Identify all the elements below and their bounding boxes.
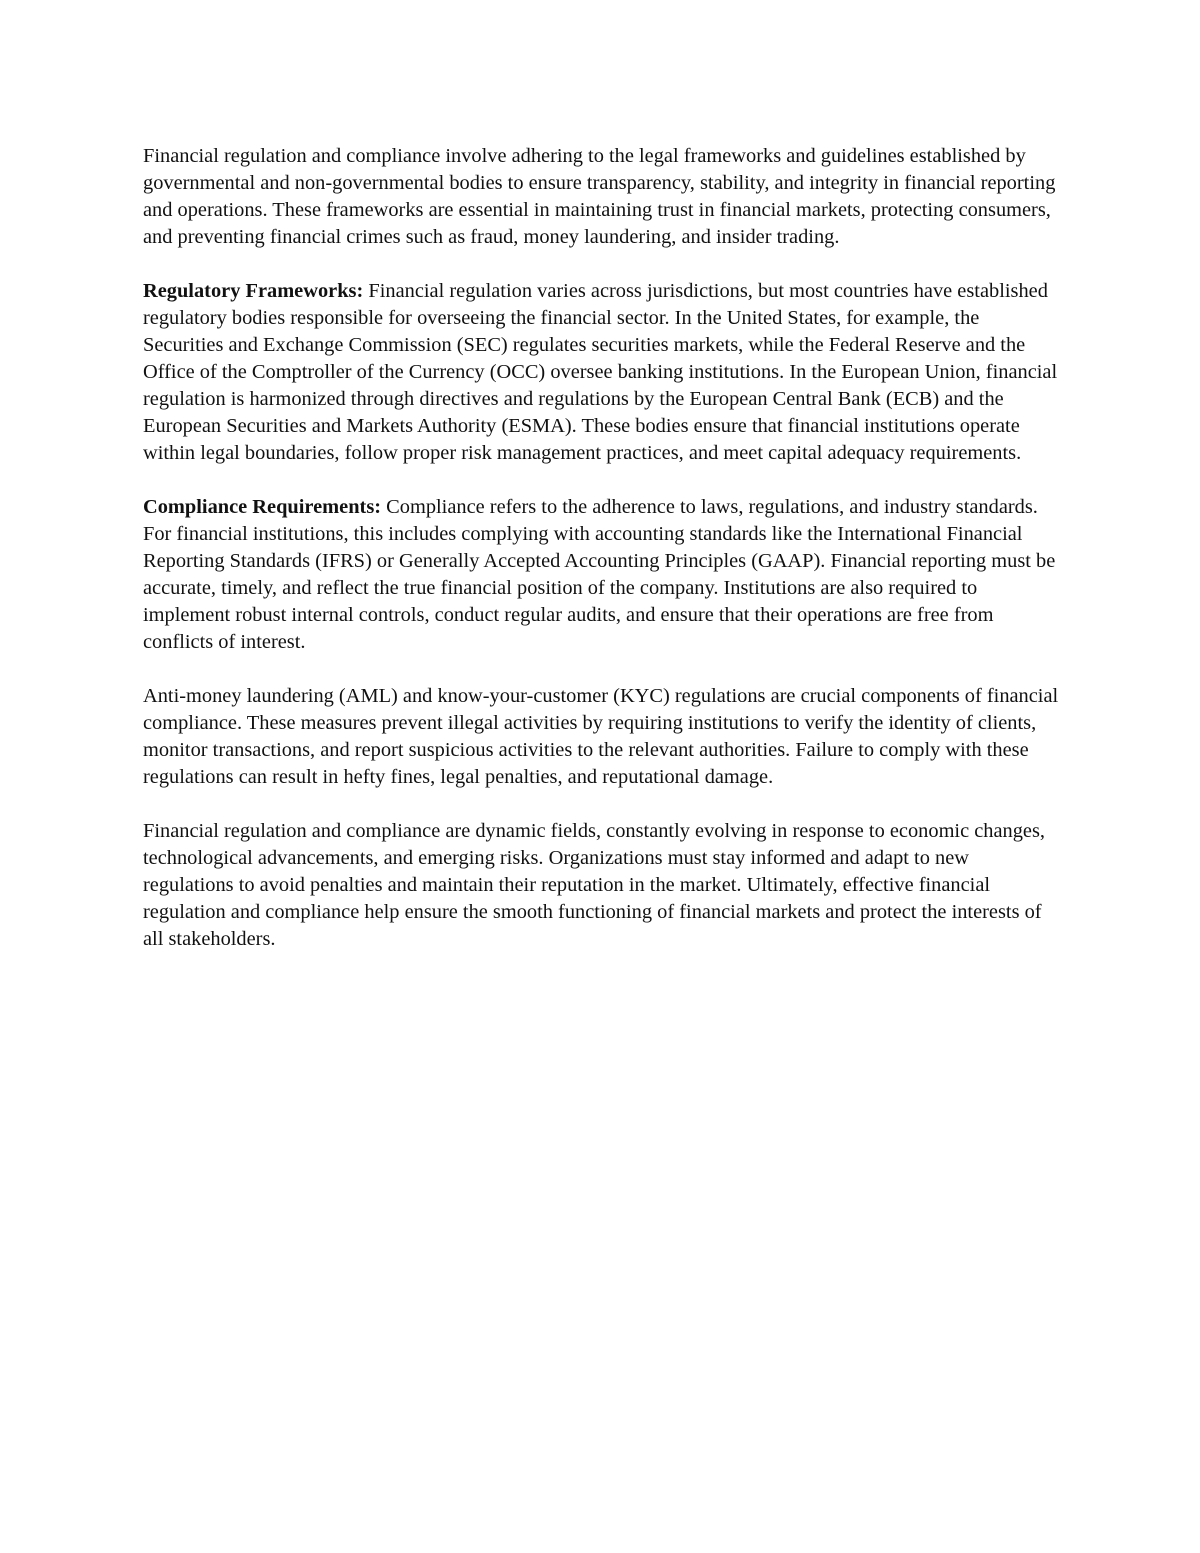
- paragraph-compliance-requirements: [143, 494, 1061, 656]
- heading-regulatory-frameworks: Regulatory Frameworks:: [143, 280, 364, 302]
- paragraph-intro: [143, 143, 1061, 251]
- paragraph-conclusion: [143, 818, 1061, 953]
- paragraph-compliance-requirements-text: Compliance refers to the adherence to laws, regulations, and industry standards. For financial institutions, this includes complying with accounting standards like the International Financial Reporting Standards (IFRS) or Generally Accepted Accounting Principles (GAAP). Financial reporting must be accurate, timely, and reflect the true financial position of the company. Institutions are also required to implement robust internal controls, conduct regular audits, and ensure that their operations are free from conflicts of interest.: [143, 496, 1056, 653]
- heading-compliance-requirements: Compliance Requirements:: [143, 496, 382, 518]
- paragraph-aml-kyc-text: Anti-money laundering (AML) and know-your-customer (KYC) regulations are crucial components of financial compliance. These measures prevent illegal activities by requiring institutions to verify the identity of clients, monitor transactions, and report suspicious activities to the relevant authorities. Failure to comply with these regulations can result in hefty fines, legal penalties, and reputational damage.: [143, 685, 1059, 788]
- paragraph-intro-text: Financial regulation and compliance involve adhering to the legal frameworks and guidelines established by governmental and non-governmental bodies to ensure transparency, stability, and integrity in financial reporting and operations. These frameworks are essential in maintaining trust in financial markets, protecting consumers, and preventing financial crimes such as fraud, money laundering, and insider trading.: [143, 145, 1056, 248]
- paragraph-conclusion-text: Financial regulation and compliance are dynamic fields, constantly evolving in response to economic changes, technological advancements, and emerging risks. Organizations must stay informed and adapt to new regulations to avoid penalties and maintain their reputation in the market. Ultimately, effective financial regulation and compliance help ensure the smooth functioning of financial markets and protect the interests of all stakeholders.: [143, 820, 1046, 950]
- paragraph-regulatory-frameworks: [143, 278, 1061, 467]
- paragraph-aml-kyc: [143, 683, 1061, 791]
- paragraph-regulatory-frameworks-text: Financial regulation varies across jurisdictions, but most countries have established regulatory bodies responsible for overseeing the financial sector. In the United States, for example, the Securities and Exchange Commission (SEC) regulates securities markets, while the Federal Reserve and the Office of the Comptroller of the Currency (OCC) oversee banking institutions. In the European Union, financial regulation is harmonized through directives and regulations by the European Central Bank (ECB) and the European Securities and Markets Authority (ESMA). These bodies ensure that financial institutions operate within legal boundaries, follow proper risk management practices, and meet capital adequacy requirements.: [143, 280, 1058, 464]
- document-body: [143, 143, 1061, 980]
